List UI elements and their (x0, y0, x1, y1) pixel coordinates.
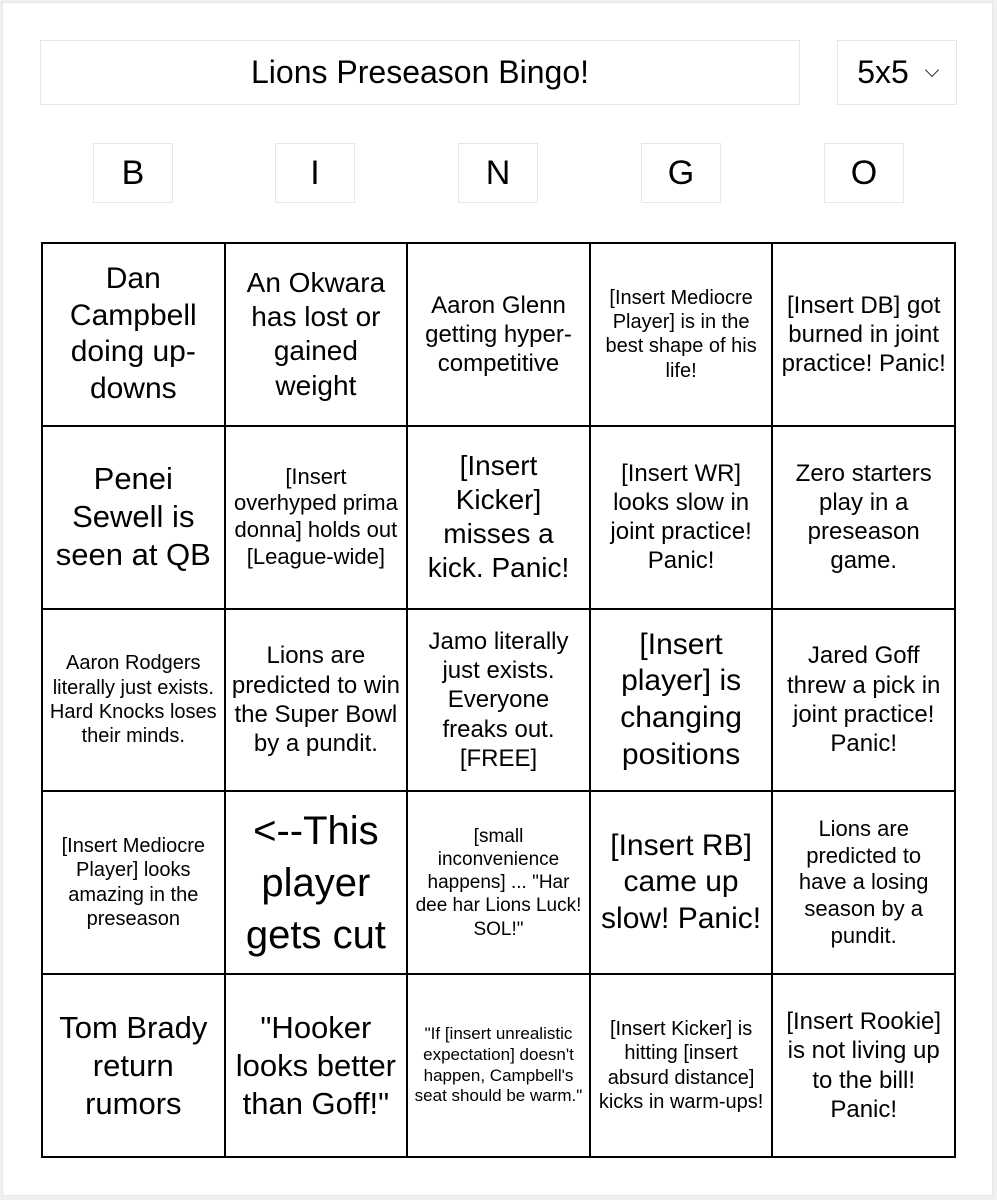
grid-size-value: 5x5 (857, 54, 909, 90)
grid-size-select[interactable] (837, 40, 957, 105)
bingo-cell[interactable]: Dan Campbell doing up-downs (43, 244, 226, 427)
bingo-cell[interactable]: [Insert Rookie] is not living up to the bill! Panic! (773, 975, 956, 1158)
bingo-cell[interactable]: [Insert overhyped prima donna] holds out [League-wide] (226, 427, 409, 610)
bingo-cell[interactable]: "Hooker looks better than Goff!" (226, 975, 409, 1158)
bingo-grid (41, 242, 956, 1158)
bingo-cell[interactable]: [Insert Mediocre Player] is in the best shape of his life! (591, 244, 774, 427)
bingo-cell[interactable]: <--This player gets cut (226, 792, 409, 975)
bingo-cell[interactable]: Lions are predicted to have a losing season by a pundit. (773, 792, 956, 975)
header-letter-o[interactable]: O (824, 143, 904, 203)
bingo-cell[interactable]: [Insert player] is changing positions (591, 610, 774, 793)
bingo-cell[interactable]: [small inconvenience happens] ... "Har dee har Lions Luck! SOL!" (408, 792, 591, 975)
bingo-cell[interactable]: Jamo literally just exists. Everyone freaks out. [FREE] (408, 610, 591, 793)
bingo-cell[interactable]: Lions are predicted to win the Super Bowl by a pundit. (226, 610, 409, 793)
bingo-cell[interactable]: Penei Sewell is seen at QB (43, 427, 226, 610)
bingo-cell[interactable]: Tom Brady return rumors (43, 975, 226, 1158)
bingo-cell[interactable]: [Insert DB] got burned in joint practice! Panic! (773, 244, 956, 427)
bingo-cell[interactable]: [Insert Kicker] is hitting [insert absurd distance] kicks in warm-ups! (591, 975, 774, 1158)
bingo-cell[interactable]: Aaron Glenn getting hyper-competitive (408, 244, 591, 427)
header-letter-n[interactable]: N (458, 143, 538, 203)
header-letter-i[interactable]: I (275, 143, 355, 203)
bingo-cell[interactable]: An Okwara has lost or gained weight (226, 244, 409, 427)
bingo-cell[interactable]: "If [insert unrealistic expectation] doesn't happen, Campbell's seat should be warm." (408, 975, 591, 1158)
chevron-down-icon (925, 62, 939, 76)
bingo-cell[interactable]: Aaron Rodgers literally just exists. Hard Knocks loses their minds. (43, 610, 226, 793)
header-letter-b[interactable]: B (93, 143, 173, 203)
header-letter-g[interactable]: G (641, 143, 721, 203)
bingo-cell[interactable]: [Insert RB] came up slow! Panic! (591, 792, 774, 975)
bingo-cell[interactable]: [Insert WR] looks slow in joint practice! Panic! (591, 427, 774, 610)
bingo-cell[interactable]: Jared Goff threw a pick in joint practice! Panic! (773, 610, 956, 793)
card-title: Lions Preseason Bingo! (251, 54, 589, 90)
bingo-cell[interactable]: [Insert Mediocre Player] looks amazing in the preseason (43, 792, 226, 975)
bingo-cell[interactable]: [Insert Kicker] misses a kick. Panic! (408, 427, 591, 610)
bingo-cell[interactable]: Zero starters play in a preseason game. (773, 427, 956, 610)
card-title-input[interactable] (40, 40, 800, 105)
